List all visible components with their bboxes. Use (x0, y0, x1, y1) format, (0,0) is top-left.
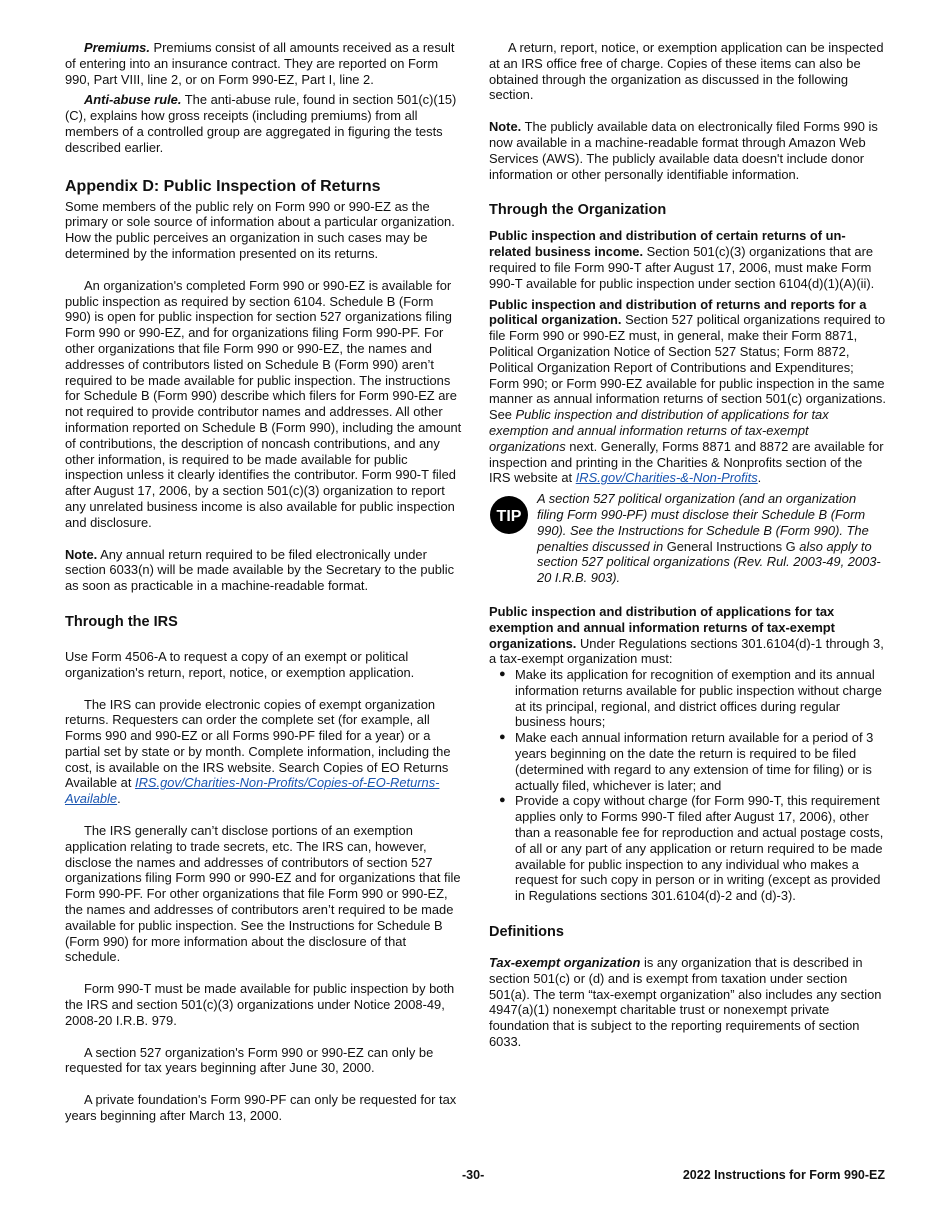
irs-paragraph-1: Use Form 4506-A to request a copy of an exempt or political organization's return, report, notice, or exemption application. (65, 648, 415, 680)
tip-text-2: also apply to section 527 political organizations (Rev. Rul. 2003-49, 2003-20 I.R.B. 903). (537, 538, 881, 586)
through-irs-heading: Through the IRS (65, 613, 178, 630)
page-number: -30- (462, 1168, 485, 1182)
irs-paragraph-5: A section 527 organization's Form 990 or 990-EZ can only be requested for tax years beginning after June 30, 2000. (65, 1044, 434, 1076)
tax-exempt-text: is any organization that is described in section 501(c) or (d) and is exempt from taxation under section 501(a). The term “tax-exempt organization” also includes any section 4947(a)(1) nonexempt charitable trust or nonexempt private foundation that is subject to the reporting requirements of section 6033. (489, 955, 882, 1050)
political-paragraph (489, 297, 886, 487)
political-end: . (757, 470, 762, 486)
tip-box (489, 491, 886, 586)
irs-paragraph-2-end: . (117, 791, 121, 807)
ubi-lead: Public inspection and distribution of certain returns of un-related business income. (489, 228, 846, 260)
premiums-text: Premiums consist of all amounts received as a result of entering into an insurance contract. They are reported on Form 990, Part VIII, line 2, or on Form 990-EZ, Part I, line 2. (65, 40, 455, 87)
eo-returns-link[interactable]: IRS.gov/Charities-Non-Profits/Copies-of-EO-Returns-Available (65, 775, 440, 807)
appendix-d-heading: Appendix D: Public Inspection of Returns (65, 177, 381, 195)
tip-icon (489, 491, 529, 586)
right-note-text: The publicly available data on electronically filed Forms 990 is now available in a machine-readable format through Amazon Web Services (AWS). The publicly available data doesn't include donor information or other personally identifiable information. (489, 119, 878, 182)
right-note-lead: Note. (489, 119, 522, 135)
irs-paragraph-4: Form 990-T must be made available for public inspection by both the IRS and section 501(c)(3) organizations under Notice 2008-49, 2008-20 I.R.B. 979. (65, 981, 455, 1028)
left-note-paragraph (65, 547, 462, 594)
bullet-icon: ● (499, 794, 506, 807)
premiums-lead: Premiums. (84, 40, 150, 55)
appendix-paragraph-2: An organization's completed Form 990 or 990-EZ is available for public inspection as required by section 6104. Schedule B (Form 990) is open for public inspection for section 527 organizations filing Form 990 or 990-EZ, and for organizations filing Form 990-PF. For other organizations that file Form 990 or 990-EZ, the names and addresses of contributors listed on Schedule B (Form 990) aren’t required to be made available for public inspection. The instructions for Schedule B (Form 990) describe which filers for Form 990-EZ are not required to provide contributor names and addresses. All other information reported on Schedule B (Form 990), including the amount of contributions, the description of noncash contributions, and any other information, is required to be made available for public inspection unless it clearly identifies the contributor. Form 990-T filed after August 17, 2006, by a section 501(c)(3) organization to report any unrelated business income is also available for public inspection and disclosure. (65, 277, 462, 530)
list-item-text: Provide a copy without charge (for Form 990-T, this requirement applies only to Forms 990-T filed after August 17, 2006), other than a reasonable fee for reproduction and actual postage costs, of all or any part of any application or return required to be made available for public inspection to any individual who makes a request for such copy in person or in writing (except as provided in Regulations sections 301.6104(d)-2 and (d)-3). (515, 793, 884, 904)
charities-nonprofits-link[interactable]: IRS.gov/Charities-&-Non-Profits (575, 470, 758, 486)
appendix-paragraph-1: Some members of the public rely on Form 990 or 990-EZ as the primary or sole source of information about a particular organization. How the public perceives an organization in such cases may be determined by the information presented on its returns. (65, 198, 455, 261)
anti-abuse-lead: Anti-abuse rule. (84, 92, 182, 108)
irs-paragraph-2 (65, 697, 462, 808)
list-item (499, 730, 886, 793)
applications-text: Under Regulations sections 301.6104(d)-1 through 3, a tax-exempt organization must: (489, 635, 884, 667)
tip-text-upright: General Instructions G (666, 538, 796, 554)
irs-paragraph-2-text: The IRS can provide electronic copies of exempt organization returns. Requesters can order the complete set (for example, all Forms 990 and 990-EZ or all Forms 990-PF filed for a year) or a partial set by state or by month. Complete information, including the cost, is available on the IRS website. Search Copies of EO Returns Available at (65, 696, 451, 791)
tax-exempt-paragraph (489, 955, 886, 1050)
page-footer (0, 1168, 950, 1186)
list-item-text: Make each annual information return available for a period of 3 years beginning on the date the return is required to be filed (determined with regard to any extension of time for filing) or is actually filed, whichever is later; and (515, 730, 874, 793)
tax-exempt-lead: Tax-exempt organization (489, 955, 641, 971)
bullet-icon: ● (499, 731, 506, 744)
irs-paragraph-6: A private foundation's Form 990-PF can only be requested for tax years beginning after March 13, 2000. (65, 1092, 457, 1124)
definitions-heading: Definitions (489, 924, 564, 941)
political-ref: Public inspection and distribution of applications for tax exemption and annual information returns of tax-exempt organizations (489, 407, 829, 454)
left-note-lead: Note. (65, 546, 98, 562)
left-note-text: Any annual return required to be filed electronically under section 6033(n) will be made available by the Secretary to the public as soon as practicable in a machine-readable format. (65, 546, 455, 594)
left-column (65, 40, 462, 1124)
list-item-text: Make its application for recognition of exemption and its annual information returns available for public inspection without charge at its principal, regional, and district offices during regular business hours; (515, 667, 882, 730)
through-organization-heading: Through the Organization (489, 202, 667, 219)
political-lead: Public inspection and distribution of returns and reports for a political organization. (489, 296, 867, 328)
applications-lead: Public inspection and distribution of applications for tax exemption and annual information returns of tax-exempt organizations. (489, 603, 835, 651)
political-text-2: next. Generally, Forms 8871 and 8872 are available for inspection and printing in the Charities & Nonprofits section of the IRS website at (489, 438, 884, 486)
requirements-list (489, 667, 886, 904)
ubi-paragraph (489, 228, 886, 291)
right-paragraph-1: A return, report, notice, or exemption application can be inspected at an IRS office free of charge. Copies of these items can also be obtained through the organization as discussed in the following section. (489, 40, 884, 103)
applications-paragraph (489, 604, 886, 667)
list-item (499, 793, 886, 904)
list-item (499, 667, 886, 730)
premiums-paragraph (65, 40, 462, 87)
tip-text-1: A section 527 political organization (and an organization filing Form 990-PF) must disclose their Schedule B (Form 990). See the Instructions for Schedule B (Form 990). The penalties discussed in (537, 491, 869, 554)
anti-abuse-paragraph (65, 92, 462, 155)
irs-paragraph-3: The IRS generally can’t disclose portions of an exemption application relating to trade secrets, etc. The IRS can, however, disclose the names and addresses of contributors of section 527 organizations filing Form 990 or 990-EZ and for organizations that file Form 990-PF. For other organizations that file Form 990 or 990-EZ, the names and addresses of contributors aren’t required to be made available for public inspection. See the Instructions for Schedule B (Form 990) for more information about the disclosure of that schedule. (65, 823, 461, 965)
anti-abuse-text: The anti-abuse rule, found in section 501(c)(15)(C), explains how gross receipts (including premiums) from all members of a controlled group are aggregated in figuring the tests described earlier. (65, 92, 457, 155)
right-column (489, 40, 886, 1050)
bullet-icon: ● (499, 668, 506, 681)
right-note-paragraph (489, 119, 886, 182)
tip-icon-label: TIP (496, 508, 522, 526)
ubi-text: Section 501(c)(3) organizations that are required to file Form 990-T after August 17, 2006, must make Form 990-T available for public inspection under section 6104(d)(1)(A)(ii). (489, 244, 875, 291)
political-text: Section 527 political organizations required to file Form 990 or 990-EZ must, in general, make their Form 8871, Political Organization Notice of Section 527 Status; Form 8872, Political Organization Report of Contributions and Expenditures; Form 990; or Form 990-EZ available for public inspection in the same manner as annual information returns of section 501(c) organizations. See (489, 312, 886, 423)
tip-text (537, 491, 886, 586)
footer-title: 2022 Instructions for Form 990-EZ (682, 1168, 885, 1182)
